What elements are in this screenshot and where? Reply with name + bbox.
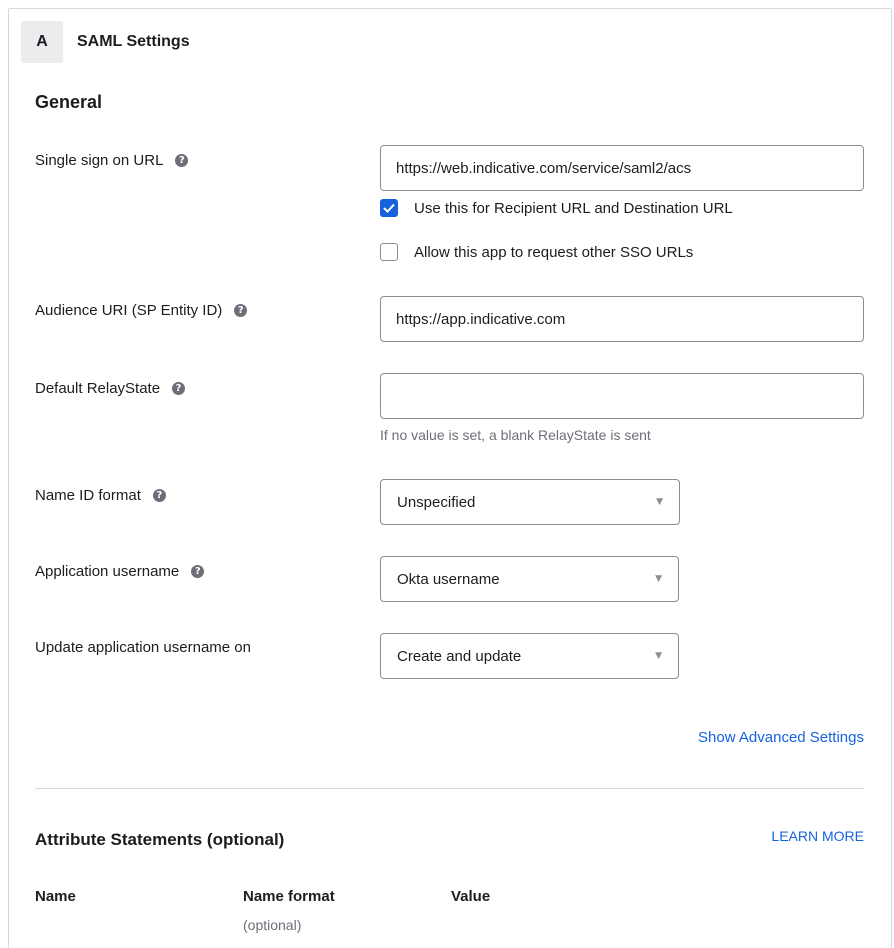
help-circle-icon[interactable]: ?: [234, 304, 247, 317]
help-circle-icon[interactable]: ?: [153, 489, 166, 502]
name-id-format-selected: Unspecified: [397, 493, 476, 511]
audience-uri-input[interactable]: [380, 296, 864, 342]
general-section-title: General: [35, 92, 103, 112]
relay-state-input[interactable]: [380, 373, 864, 419]
name-id-format-label: [35, 487, 166, 504]
relay-state-label-text: Default RelayState: [35, 380, 161, 397]
other-sso-checkbox[interactable]: [380, 243, 398, 261]
sso-url-input[interactable]: [380, 145, 864, 191]
sso-url-label-text: Single sign on URL: [35, 152, 164, 169]
step-header: [21, 21, 190, 63]
update-username-selected: Create and update: [397, 647, 522, 665]
update-username-label-text: Update application username on: [35, 639, 251, 656]
show-advanced-settings-link[interactable]: Show Advanced Settings: [698, 729, 864, 746]
recipient-url-checkbox[interactable]: [380, 199, 398, 217]
help-circle-icon[interactable]: ?: [175, 154, 188, 167]
learn-more-link[interactable]: LEARN MORE: [771, 828, 864, 844]
audience-uri-label: [35, 302, 247, 319]
section-divider: [35, 788, 864, 789]
column-header-value: Value: [451, 888, 491, 905]
caret-down-icon: ▼: [655, 574, 662, 584]
name-id-format-select[interactable]: [380, 479, 680, 525]
update-username-select[interactable]: [380, 633, 679, 679]
step-title: SAML Settings: [77, 33, 190, 50]
column-subheader-optional: (optional): [243, 917, 302, 933]
app-username-select[interactable]: [380, 556, 679, 602]
help-circle-icon[interactable]: ?: [172, 382, 185, 395]
other-sso-checkbox-label: Allow this app to request other SSO URLs: [414, 243, 694, 261]
relay-state-hint: If no value is set, a blank RelayState is sent: [380, 427, 651, 443]
sso-url-label: [35, 152, 188, 169]
other-sso-checkbox-row[interactable]: [380, 243, 693, 261]
relay-state-label: [35, 380, 185, 397]
update-username-label: [35, 639, 251, 656]
help-circle-icon[interactable]: ?: [191, 565, 204, 578]
column-header-name: Name: [35, 888, 76, 905]
name-id-format-label-text: Name ID format: [35, 487, 141, 504]
app-username-label: [35, 563, 204, 580]
caret-down-icon: ▼: [656, 497, 663, 507]
audience-uri-label-text: Audience URI (SP Entity ID): [35, 302, 223, 319]
app-username-label-text: Application username: [35, 563, 180, 580]
app-username-selected: Okta username: [397, 570, 500, 588]
recipient-url-checkbox-row[interactable]: [380, 199, 733, 217]
checkmark-icon: [383, 203, 395, 213]
caret-down-icon: ▼: [655, 651, 662, 661]
recipient-url-checkbox-label: Use this for Recipient URL and Destination URL: [414, 199, 733, 217]
column-header-name-format: Name format: [243, 888, 335, 905]
step-badge: A: [21, 21, 63, 63]
attribute-statements-title: Attribute Statements (optional): [35, 830, 285, 849]
